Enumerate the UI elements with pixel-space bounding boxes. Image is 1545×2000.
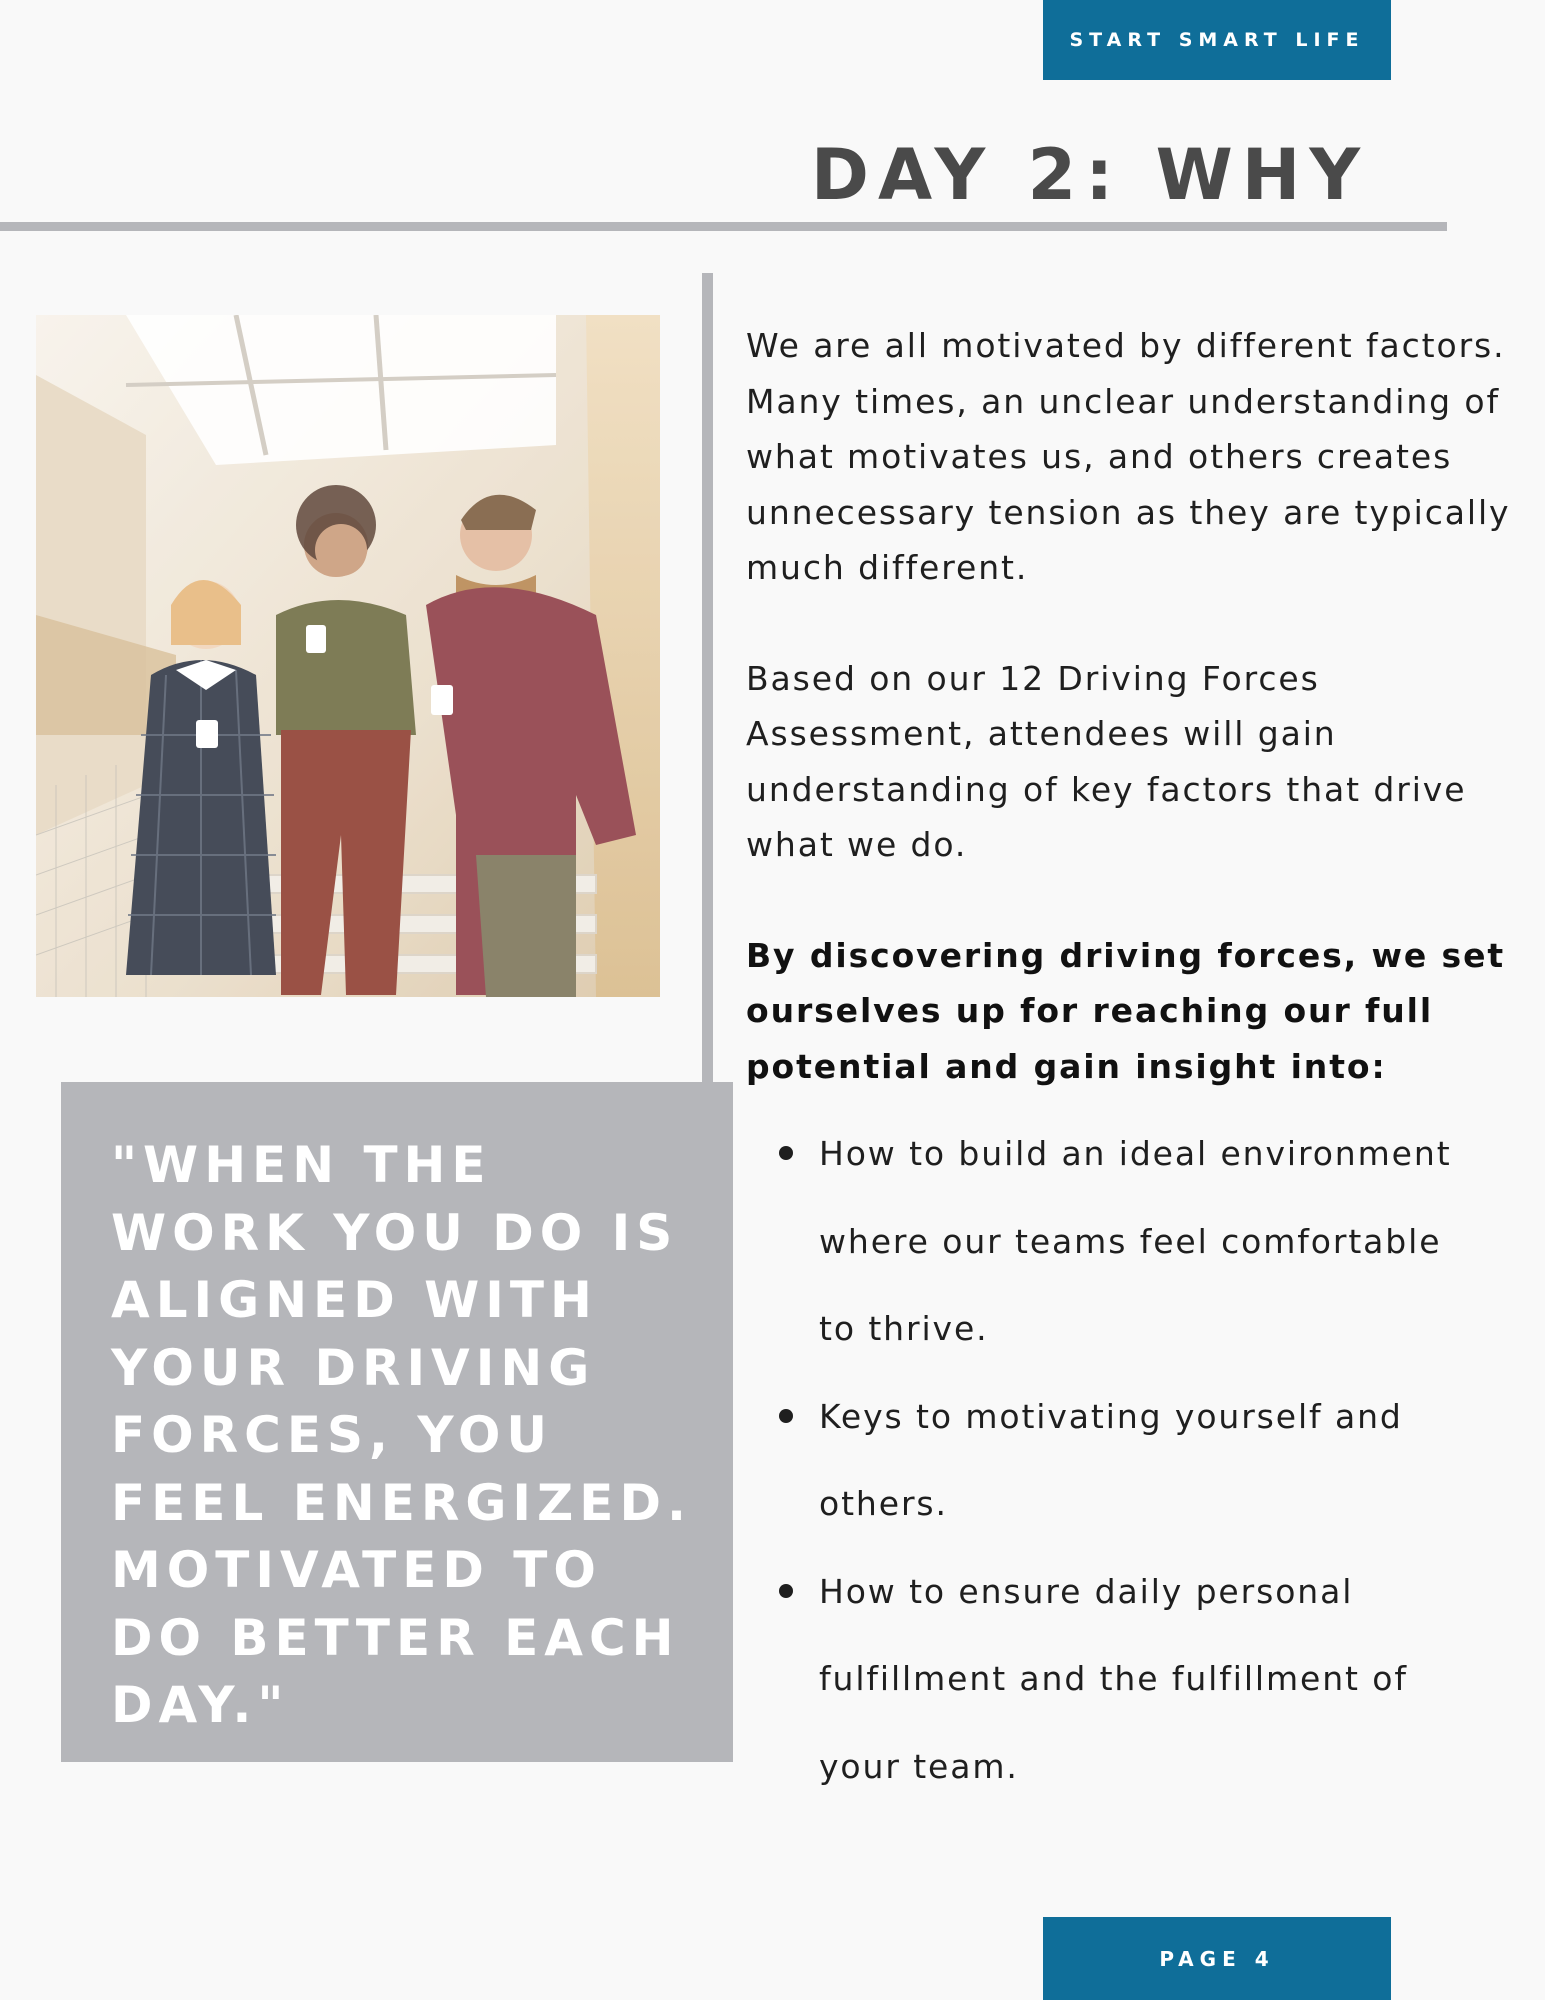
insight-list: [746, 1110, 1486, 1810]
vertical-divider: [702, 273, 713, 1083]
list-item-text: How to ensure daily personal fulfillment and the fulfillment of your team.: [819, 1571, 1408, 1786]
team-stairs-photo: [36, 315, 660, 997]
list-item: [746, 1373, 1486, 1548]
page-title: DAY 2: WHY: [810, 134, 1370, 216]
pull-quote-box: [61, 1082, 733, 1762]
list-item: [746, 1548, 1486, 1811]
page-number-tab: PAGE 4: [1043, 1917, 1391, 2000]
intro-paragraph: We are all motivated by different factors. Many times, an unclear understanding of what motivates us, and others creates unnecessary tension as they are typically much different.: [746, 326, 1511, 587]
title-rule: [0, 222, 1447, 231]
body-text-column: [746, 318, 1526, 1102]
bullet-dot-icon: [779, 1146, 793, 1160]
list-item-text: Keys to motivating yourself and others.: [819, 1396, 1403, 1523]
list-item-text: How to build an ideal environment where our teams feel comfortable to thrive.: [819, 1134, 1452, 1348]
pull-quote-text: "WHEN THE WORK YOU DO IS ALIGNED WITH YOUR DRIVING FORCES, YOU FEEL ENERGIZED. MOTIVATED TO DO BETTER EACH DAY.": [111, 1136, 692, 1734]
assessment-paragraph: Based on our 12 Driving Forces Assessment, attendees will gain understanding of key factors that drive what we do.: [746, 658, 1467, 864]
brand-tab: START SMART LIFE: [1043, 0, 1391, 80]
list-item: [746, 1110, 1486, 1373]
bullet-dot-icon: [779, 1584, 793, 1598]
insight-lead-paragraph: By discovering driving forces, we set ourselves up for reaching our full potential and gain insight into:: [746, 935, 1506, 1086]
bullet-dot-icon: [779, 1409, 793, 1423]
